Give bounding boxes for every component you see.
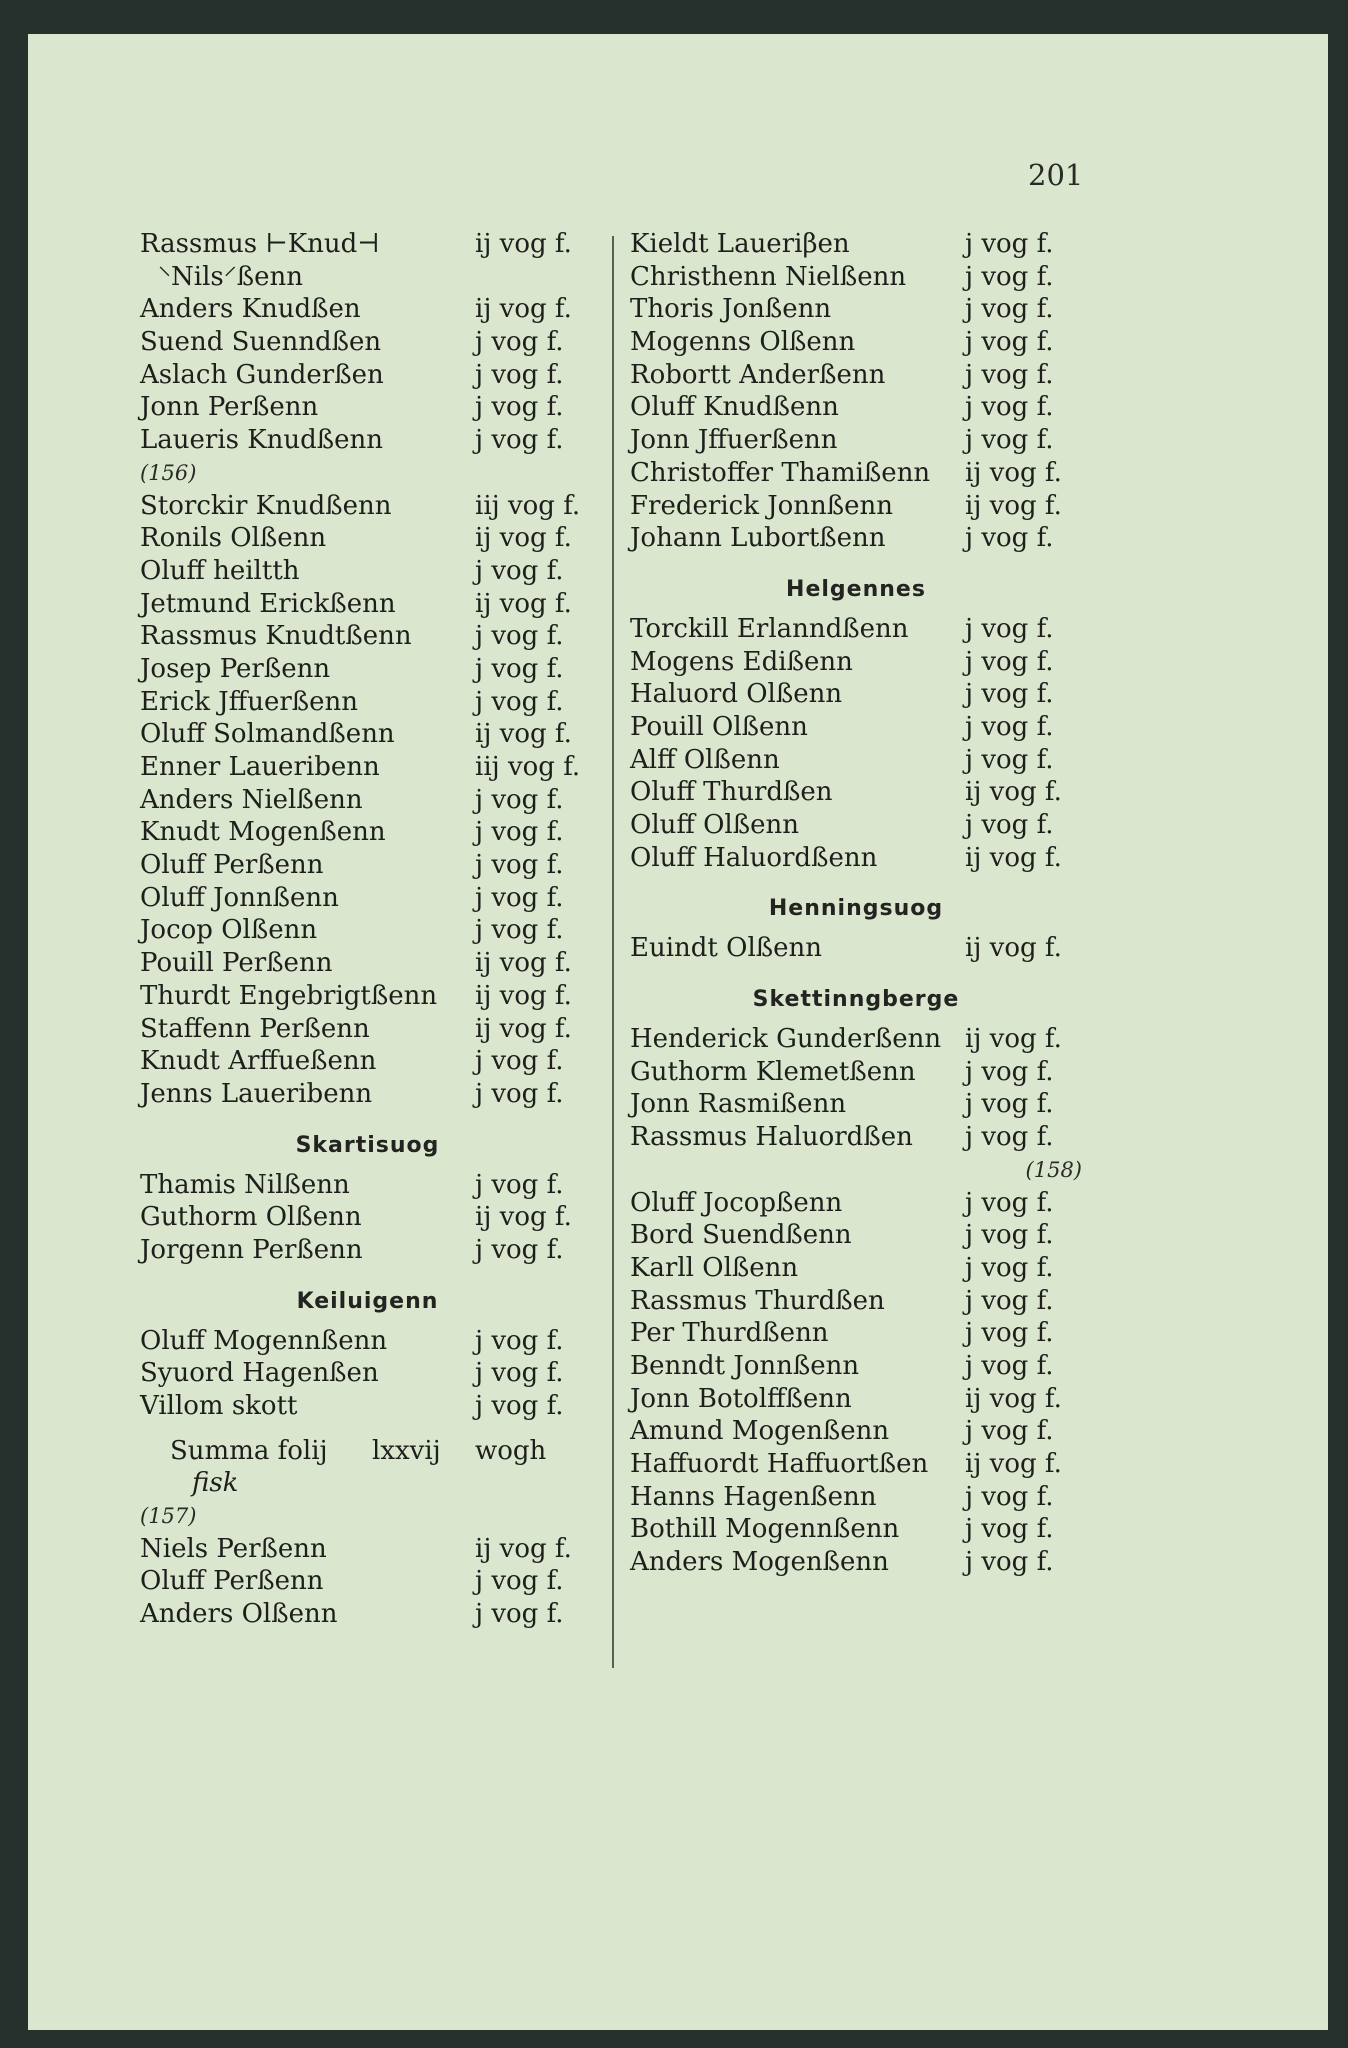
ledger-row bbox=[140, 522, 595, 555]
person-name: Euindt Olßenn bbox=[630, 933, 823, 964]
person-name: Bothill Mogennßenn bbox=[630, 1514, 900, 1545]
ledger-row bbox=[630, 1350, 1082, 1383]
ledger-row bbox=[630, 261, 1082, 294]
ledger-row bbox=[630, 1513, 1082, 1546]
ledger-row bbox=[630, 1219, 1082, 1252]
catch-amount: j vog f. bbox=[475, 915, 564, 946]
ledger-row bbox=[630, 1023, 1082, 1056]
ledger-row bbox=[630, 1481, 1082, 1514]
catch-amount: j vog f. bbox=[965, 261, 1054, 292]
catch-amount: j vog f. bbox=[475, 653, 564, 684]
catch-amount: j vog f. bbox=[475, 1169, 564, 1200]
catch-amount: ij vog f. bbox=[475, 588, 572, 619]
catch-amount: j vog f. bbox=[965, 613, 1054, 644]
left-block-1 bbox=[140, 228, 595, 457]
catch-amount: ij vog f. bbox=[475, 294, 572, 325]
person-name: Pouill Olßenn bbox=[630, 711, 808, 742]
catch-amount: j vog f. bbox=[475, 425, 564, 456]
ledger-row bbox=[140, 1045, 595, 1078]
person-name: Villom skott bbox=[140, 1391, 298, 1421]
person-name: Rassmus ⊢Knud⊣ bbox=[140, 229, 380, 259]
person-name: Pouill Perßenn bbox=[140, 948, 333, 979]
person-name: Hanns Hagenßenn bbox=[630, 1481, 877, 1512]
person-name: Mogenns Olßenn bbox=[630, 327, 856, 358]
catch-amount: j vog f. bbox=[965, 1350, 1054, 1381]
left-block-5 bbox=[140, 1533, 595, 1631]
heading-helgennes: Helgennes bbox=[786, 576, 926, 602]
ledger-row bbox=[630, 842, 1082, 875]
person-name: Suend Suenndßen bbox=[140, 327, 382, 358]
ledger-row bbox=[140, 1201, 595, 1234]
ledger-row bbox=[630, 932, 1082, 965]
catch-amount: j vog f. bbox=[965, 294, 1054, 325]
person-name: Jorgenn Perßenn bbox=[140, 1234, 363, 1265]
ledger-row bbox=[630, 1121, 1082, 1154]
person-name: Knudt Mogenßenn bbox=[140, 817, 386, 848]
catch-amount: j vog f. bbox=[965, 1089, 1054, 1120]
catch-amount: j vog f. bbox=[965, 425, 1054, 456]
marginal-note-158: (158) bbox=[1025, 1157, 1082, 1182]
person-name: Oluff Jonnßenn bbox=[140, 882, 339, 913]
person-name: Oluff Solmandßenn bbox=[140, 719, 395, 750]
catch-amount: j vog f. bbox=[475, 1046, 564, 1077]
catch-amount: ij vog f. bbox=[965, 1383, 1062, 1414]
catch-amount: j vog f. bbox=[965, 646, 1054, 677]
person-name: Jetmund Erickßenn bbox=[140, 588, 396, 619]
person-name: Rassmus Thurdßen bbox=[630, 1285, 885, 1316]
catch-amount: j vog f. bbox=[965, 1285, 1054, 1316]
catch-amount: j vog f. bbox=[475, 327, 564, 358]
ledger-row bbox=[140, 718, 595, 751]
catch-amount: j vog f. bbox=[475, 1566, 564, 1597]
ledger-row bbox=[140, 1078, 595, 1111]
catch-amount: j vog f. bbox=[965, 327, 1054, 358]
catch-amount: ij vog f. bbox=[475, 948, 572, 979]
ledger-row bbox=[140, 686, 595, 719]
catch-amount: j vog f. bbox=[475, 882, 564, 913]
person-name: Jenns Laueribenn bbox=[140, 1078, 373, 1109]
ledger-row bbox=[140, 1169, 595, 1202]
right-block-5 bbox=[630, 1187, 1082, 1579]
catch-amount: j vog f. bbox=[965, 1416, 1054, 1447]
person-name: Guthorm Olßenn bbox=[140, 1202, 362, 1233]
right-column bbox=[630, 228, 1082, 1579]
ledger-row bbox=[140, 1533, 595, 1566]
catch-amount: j vog f. bbox=[965, 744, 1054, 775]
ledger-row bbox=[140, 914, 595, 947]
catch-amount: j vog f. bbox=[475, 359, 564, 390]
ledger-row bbox=[140, 228, 595, 261]
catch-amount: ij vog f. bbox=[475, 1013, 572, 1044]
person-name: Alff Olßenn bbox=[630, 744, 780, 775]
catch-amount: j vog f. bbox=[965, 1187, 1054, 1218]
ledger-row bbox=[630, 1383, 1082, 1416]
person-name: Anders Mogenßenn bbox=[630, 1547, 889, 1578]
person-name: Jocop Olßenn bbox=[140, 915, 318, 946]
ledger-row bbox=[140, 620, 595, 653]
ledger-row bbox=[140, 1325, 595, 1358]
catch-amount: j vog f. bbox=[475, 1599, 564, 1630]
ledger-row bbox=[630, 1546, 1082, 1579]
catch-amount: j vog f. bbox=[965, 359, 1054, 390]
marginal-note-156: (156) bbox=[140, 460, 197, 485]
catch-amount: j vog f. bbox=[965, 711, 1054, 742]
person-name: Mogens Edißenn bbox=[630, 646, 853, 677]
ledger-row bbox=[630, 326, 1082, 359]
ledger-row bbox=[630, 646, 1082, 679]
summa-line-2 bbox=[140, 1467, 595, 1500]
ledger-row bbox=[630, 1415, 1082, 1448]
ledger-row bbox=[630, 1187, 1082, 1220]
ledger-row bbox=[630, 293, 1082, 326]
catch-amount: ij vog f. bbox=[965, 842, 1062, 873]
page-number: 201 bbox=[1028, 158, 1084, 192]
person-name: Josep Perßenn bbox=[140, 653, 331, 684]
person-name: Erick Jffuerßenn bbox=[140, 686, 359, 717]
ledger-row bbox=[140, 490, 595, 523]
person-name: Niels Perßenn bbox=[140, 1533, 327, 1564]
person-name: Oluff heiltth bbox=[140, 555, 300, 586]
catch-amount: j vog f. bbox=[965, 1252, 1054, 1283]
person-name: Henderick Gunderßenn bbox=[630, 1024, 942, 1055]
catch-amount: iij vog f. bbox=[475, 490, 581, 521]
ledger-row bbox=[140, 293, 595, 326]
person-name: Christoffer Thamißenn bbox=[630, 457, 931, 488]
catch-amount: ij vog f. bbox=[965, 490, 1062, 521]
catch-amount: j vog f. bbox=[965, 1481, 1054, 1512]
person-name: Robortt Anderßenn bbox=[630, 359, 886, 390]
ledger-row bbox=[630, 1285, 1082, 1318]
ledger-row bbox=[630, 809, 1082, 842]
catch-amount: ij vog f. bbox=[965, 457, 1062, 488]
ledger-row bbox=[140, 1013, 595, 1046]
ledger-row bbox=[630, 711, 1082, 744]
catch-amount: j vog f. bbox=[965, 1318, 1054, 1349]
catch-amount: j vog f. bbox=[965, 1514, 1054, 1545]
catch-amount: ij vog f. bbox=[965, 1024, 1062, 1055]
summa-line bbox=[140, 1435, 595, 1468]
person-name: Oluff Perßenn bbox=[140, 850, 324, 881]
catch-amount: j vog f. bbox=[965, 1547, 1054, 1578]
person-name: Oluff Mogennßenn bbox=[140, 1325, 388, 1356]
ledger-row bbox=[140, 588, 595, 621]
ledger-row bbox=[140, 391, 595, 424]
ledger-row bbox=[140, 326, 595, 359]
catch-amount: j vog f. bbox=[475, 686, 564, 717]
marginal-note-157: (157) bbox=[140, 1504, 197, 1529]
ledger-row bbox=[140, 1565, 595, 1598]
catch-amount: j vog f. bbox=[965, 679, 1054, 710]
catch-amount: j vog f. bbox=[475, 392, 564, 423]
catch-amount: j vog f. bbox=[965, 1056, 1054, 1087]
ledger-row bbox=[630, 359, 1082, 392]
catch-amount: j vog f. bbox=[965, 523, 1054, 554]
ledger-row bbox=[630, 744, 1082, 777]
ledger-row bbox=[140, 424, 595, 457]
person-name: Guthorm Klemetßenn bbox=[630, 1056, 916, 1087]
catch-amount: j vog f. bbox=[475, 850, 564, 881]
person-name: Jonn Jffuerßenn bbox=[630, 425, 838, 456]
ledger-row bbox=[140, 1598, 595, 1631]
ledger-row bbox=[630, 424, 1082, 457]
person-name: Rassmus Knudtßenn bbox=[140, 621, 412, 652]
catch-amount: ij vog f. bbox=[475, 719, 572, 750]
ledger-row bbox=[140, 555, 595, 588]
summa-unit: wogh bbox=[475, 1435, 547, 1466]
ledger-row bbox=[630, 678, 1082, 711]
catch-amount: j vog f. bbox=[965, 392, 1054, 423]
person-name: Laueris Knudßenn bbox=[140, 425, 384, 456]
person-name: Syuord Hagenßen bbox=[140, 1358, 379, 1389]
person-name: Anders Olßenn bbox=[140, 1599, 338, 1630]
ledger-row bbox=[630, 228, 1082, 261]
catch-amount: ij vog f. bbox=[475, 1202, 572, 1233]
ledger-row bbox=[140, 653, 595, 686]
ledger-row bbox=[140, 784, 595, 817]
heading-henningsuog: Henningsuog bbox=[768, 896, 944, 922]
ledger-row bbox=[630, 522, 1082, 555]
person-name: Karll Olßenn bbox=[630, 1252, 799, 1283]
ledger-row bbox=[140, 1234, 595, 1267]
catch-amount: j vog f. bbox=[965, 810, 1054, 840]
person-name: Jonn Rasmißenn bbox=[630, 1089, 847, 1120]
ledger-row bbox=[140, 849, 595, 882]
person-name: Oluff Jocopßenn bbox=[630, 1187, 843, 1218]
person-name: Anders Knudßen bbox=[140, 294, 361, 325]
person-name: Benndt Jonnßenn bbox=[630, 1350, 860, 1381]
ledger-row bbox=[630, 613, 1082, 646]
person-name: Enner Laueribenn bbox=[140, 752, 380, 782]
ledger-row bbox=[630, 391, 1082, 424]
catch-amount: ij vog f. bbox=[475, 1533, 572, 1564]
person-name: Oluff Haluordßenn bbox=[630, 842, 878, 873]
right-block-1 bbox=[630, 228, 1082, 555]
summa-fisk: fisk bbox=[192, 1468, 239, 1499]
left-block-3 bbox=[140, 1169, 595, 1267]
catch-amount: ij vog f. bbox=[965, 777, 1062, 808]
ledger-row bbox=[630, 490, 1082, 523]
catch-amount: iij vog f. bbox=[475, 752, 581, 782]
person-name: Haluord Olßenn bbox=[630, 679, 843, 710]
ledger-row bbox=[630, 1317, 1082, 1350]
catch-amount: j vog f. bbox=[475, 1391, 564, 1421]
person-name: Anders Nielßenn bbox=[140, 784, 363, 815]
ledger-row bbox=[630, 1252, 1082, 1285]
catch-amount: j vog f. bbox=[965, 1220, 1054, 1251]
catch-amount: j vog f. bbox=[475, 621, 564, 652]
left-block-4 bbox=[140, 1325, 595, 1423]
person-name: Ronils Olßenn bbox=[140, 523, 327, 554]
ledger-row bbox=[630, 776, 1082, 809]
catch-amount: j vog f. bbox=[475, 817, 564, 848]
catch-amount: ij vog f. bbox=[475, 980, 572, 1011]
column-divider bbox=[612, 236, 614, 1668]
catch-amount: j vog f. bbox=[965, 229, 1054, 259]
person-name: Oluff Perßenn bbox=[140, 1566, 324, 1597]
person-name: Amund Mogenßenn bbox=[630, 1416, 890, 1447]
person-name: Thoris Jonßenn bbox=[630, 294, 832, 325]
heading-skettinngberge: Skettinngberge bbox=[752, 987, 960, 1013]
person-name: Per Thurdßenn bbox=[630, 1318, 829, 1349]
ledger-row bbox=[630, 1056, 1082, 1089]
person-name: Oluff Knudßenn bbox=[630, 392, 839, 423]
person-name: Staffenn Perßenn bbox=[140, 1013, 370, 1044]
ledger-row bbox=[140, 261, 595, 294]
ledger-row bbox=[630, 457, 1082, 490]
person-name: Haffuordt Haffuortßen bbox=[630, 1449, 929, 1479]
person-name: Thamis Nilßenn bbox=[140, 1169, 350, 1200]
person-name: Torckill Erlanndßenn bbox=[630, 613, 909, 644]
ledger-row bbox=[140, 882, 595, 915]
ledger-row bbox=[140, 1357, 595, 1390]
catch-amount: ij vog f. bbox=[475, 229, 572, 259]
person-name: Christhenn Nielßenn bbox=[630, 261, 907, 292]
person-name: Frederick Jonnßenn bbox=[630, 490, 894, 521]
ledger-row bbox=[630, 1448, 1082, 1481]
catch-amount: j vog f. bbox=[475, 555, 564, 586]
catch-amount: j vog f. bbox=[475, 1325, 564, 1356]
left-column bbox=[140, 228, 595, 1631]
person-name: Rassmus Haluordßen bbox=[630, 1122, 913, 1153]
ledger-row bbox=[140, 359, 595, 392]
right-block-2 bbox=[630, 613, 1082, 875]
ledger-row bbox=[140, 980, 595, 1013]
right-block-4 bbox=[630, 1023, 1082, 1154]
summa-numeral: lxxvij bbox=[372, 1435, 441, 1466]
person-name: Bord Suendßenn bbox=[630, 1220, 852, 1251]
person-name: Johann Lubortßenn bbox=[630, 523, 886, 554]
catch-amount: j vog f. bbox=[965, 1122, 1054, 1153]
person-name: Thurdt Engebrigtßenn bbox=[140, 980, 438, 1011]
ledger-row bbox=[140, 1390, 595, 1423]
person-name: Jonn Botolffßenn bbox=[630, 1383, 852, 1414]
person-name: Kieldt Laueriβen bbox=[630, 229, 850, 259]
ledger-row bbox=[140, 751, 595, 784]
ledger-row bbox=[140, 947, 595, 980]
person-name: ⸌Nils⸍ßenn bbox=[158, 261, 303, 292]
heading-skartisuog: Skartisuog bbox=[295, 1132, 440, 1158]
catch-amount: j vog f. bbox=[475, 1358, 564, 1389]
catch-amount: j vog f. bbox=[475, 784, 564, 815]
catch-amount: ij vog f. bbox=[965, 933, 1062, 964]
person-name: Aslach Gunderßen bbox=[140, 359, 384, 390]
catch-amount: j vog f. bbox=[475, 1078, 564, 1109]
person-name: Oluff Olßenn bbox=[630, 810, 799, 840]
catch-amount: j vog f. bbox=[475, 1234, 564, 1265]
person-name: Jonn Perßenn bbox=[140, 392, 319, 423]
right-block-3 bbox=[630, 932, 1082, 965]
summa-label: Summa folij bbox=[170, 1435, 328, 1466]
left-block-2 bbox=[140, 490, 595, 1111]
catch-amount: ij vog f. bbox=[965, 1449, 1062, 1479]
person-name: Oluff Thurdßen bbox=[630, 777, 833, 808]
catch-amount: ij vog f. bbox=[475, 523, 572, 554]
person-name: Storckir Knudßenn bbox=[140, 490, 392, 521]
heading-keiluigenn: Keiluigenn bbox=[296, 1288, 439, 1314]
ledger-row bbox=[630, 1088, 1082, 1121]
person-name: Knudt Arffueßenn bbox=[140, 1046, 377, 1077]
ledger-row bbox=[140, 816, 595, 849]
